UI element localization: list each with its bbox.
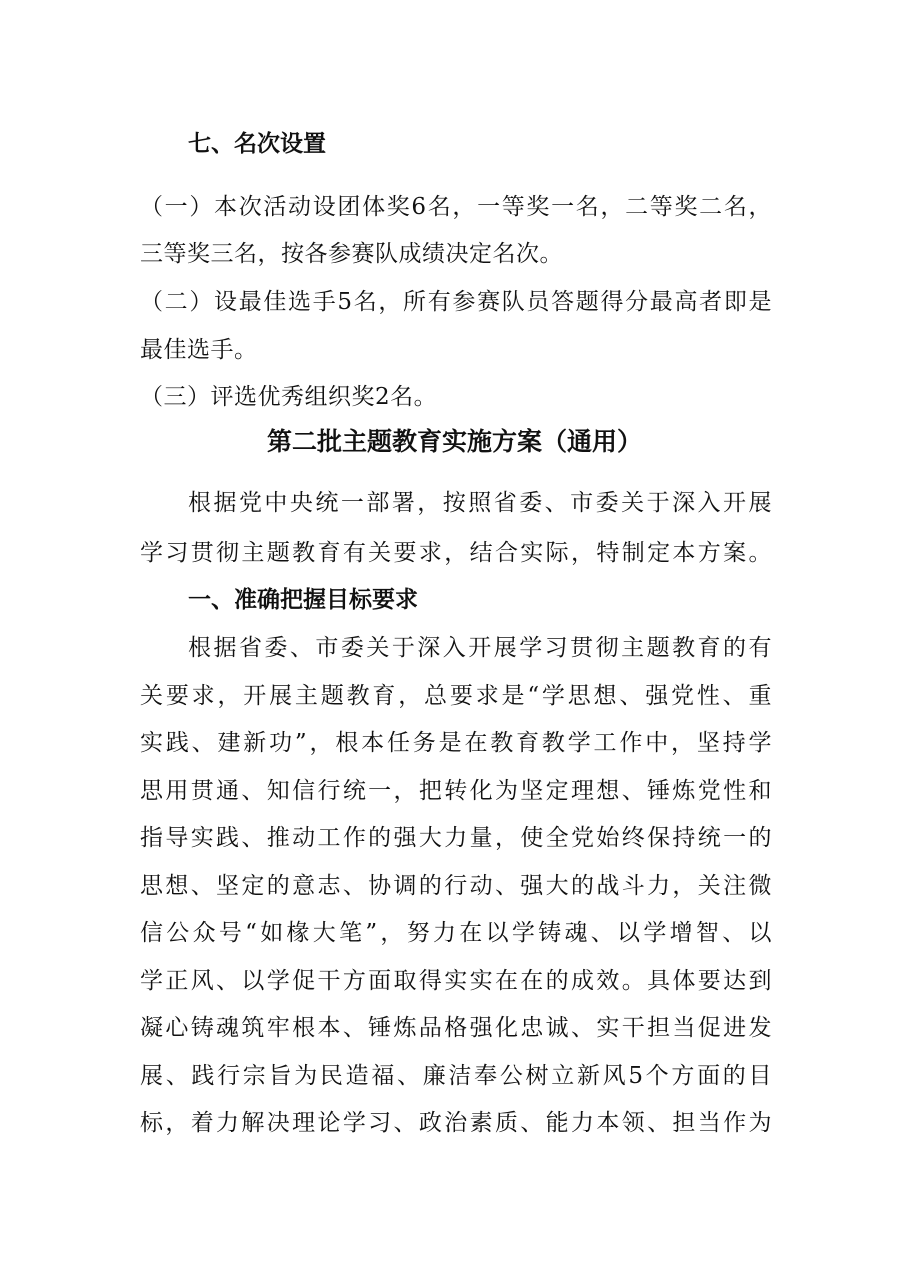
section-heading-rankings: 七、名次设置 — [188, 131, 326, 157]
award-item-1-line-1: （一）本次活动设团体奖6名，一等奖一名，二等奖二名， — [140, 194, 772, 220]
intro-line-1: 根据党中央统一部署，按照省委、市委关于深入开展 — [188, 490, 772, 516]
document-title: 第二批主题教育实施方案（通用） — [266, 427, 642, 456]
goals-paragraph-line-8: 学正风、以学促干方面取得实实在在的成效。具体要达到 — [140, 968, 772, 994]
intro-line-2: 学习贯彻主题教育有关要求，结合实际，特制定本方案。 — [140, 540, 772, 566]
goals-paragraph-line-4: 思用贯通、知信行统一，把转化为坚定理想、锤炼党性和 — [140, 778, 772, 804]
goals-paragraph-line-5: 指导实践、推动工作的强大力量，使全党始终保持统一的 — [140, 825, 772, 851]
award-item-2-line-2: 最佳选手。 — [140, 337, 258, 363]
award-item-3: （三）评选优秀组织奖2名。 — [140, 384, 438, 410]
award-item-2-line-1: （二）设最佳选手5名，所有参赛队员答题得分最高者即是 — [140, 289, 772, 315]
goals-paragraph-line-2: 关要求，开展主题教育，总要求是“学思想、强党性、重 — [140, 683, 772, 709]
goals-paragraph-line-1: 根据省委、市委关于深入开展学习贯彻主题教育的有 — [188, 635, 772, 661]
goals-paragraph-line-10: 展、践行宗旨为民造福、廉洁奉公树立新风5个方面的目 — [140, 1063, 772, 1089]
goals-paragraph-line-7: 信公众号“如椽大笔”，努力在以学铸魂、以学增智、以 — [140, 920, 772, 946]
goals-paragraph-line-3: 实践、建新功”，根本任务是在教育教学工作中，坚持学 — [140, 730, 772, 756]
goals-paragraph-line-6: 思想、坚定的意志、协调的行动、强大的战斗力，关注微 — [140, 873, 772, 899]
section-heading-goals: 一、准确把握目标要求 — [188, 587, 418, 613]
goals-paragraph-line-11: 标，着力解决理论学习、政治素质、能力本领、担当作为 — [140, 1110, 772, 1136]
award-item-1-line-2: 三等奖三名，按各参赛队成绩决定名次。 — [140, 241, 563, 267]
goals-paragraph-line-9: 凝心铸魂筑牢根本、锤炼品格强化忠诚、实干担当促进发 — [140, 1015, 772, 1041]
